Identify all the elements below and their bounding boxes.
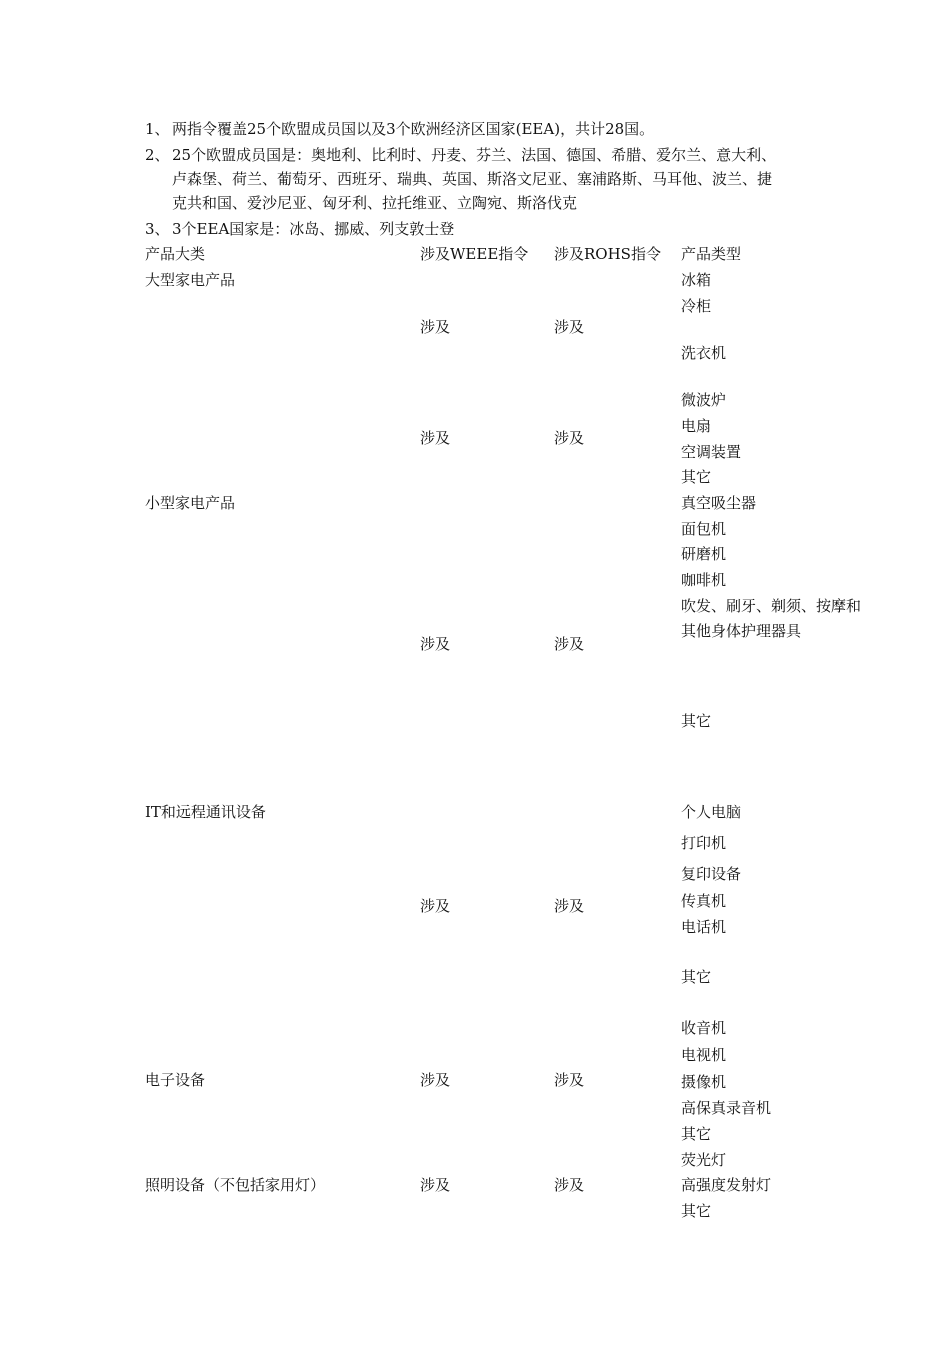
- intro-item-3-text: 3个EEA国家是：冰岛、挪威、列支敦士登: [172, 220, 455, 238]
- product-type: 电视机: [681, 1046, 727, 1064]
- product-type: 冷柜: [681, 297, 712, 315]
- product-type: 吹发、刷牙、剃须、按摩和: [681, 597, 862, 615]
- rohs-cell: 涉及: [554, 429, 585, 447]
- weee-cell: 涉及: [420, 635, 451, 653]
- product-type: 打印机: [681, 834, 727, 852]
- product-type: 面包机: [681, 520, 727, 538]
- product-type: 荧光灯: [681, 1151, 727, 1169]
- product-type: 高保真录音机: [681, 1099, 772, 1117]
- product-type: 空调装置: [681, 443, 742, 461]
- product-type: 其它: [681, 1202, 712, 1220]
- product-type: 其它: [681, 1125, 712, 1143]
- intro-item-3-number: 3、: [145, 220, 170, 238]
- rohs-cell: 涉及: [554, 635, 585, 653]
- product-type: 摄像机: [681, 1073, 727, 1091]
- intro-item-1-number: 1、: [145, 120, 170, 138]
- category-small-appliances: 小型家电产品: [145, 494, 236, 512]
- header-weee: 涉及WEEE指令: [420, 245, 529, 263]
- product-type: 冰箱: [681, 271, 712, 289]
- category-lighting: 照明设备（不包括家用灯）: [145, 1176, 326, 1194]
- product-type: 电扇: [681, 417, 712, 435]
- product-type: 其它: [681, 712, 712, 730]
- weee-cell: 涉及: [420, 897, 451, 915]
- intro-item-2-line-3: 克共和国、爱沙尼亚、匈牙利、拉托维亚、立陶宛、斯洛伐克: [172, 194, 578, 212]
- product-type: 复印设备: [681, 865, 742, 883]
- category-electronics: 电子设备: [145, 1071, 206, 1089]
- product-type: 研磨机: [681, 545, 727, 563]
- weee-cell: 涉及: [420, 318, 451, 336]
- product-type: 传真机: [681, 892, 727, 910]
- rohs-cell: 涉及: [554, 1176, 585, 1194]
- rohs-cell: 涉及: [554, 1071, 585, 1089]
- product-type: 高强度发射灯: [681, 1176, 772, 1194]
- product-type: 个人电脑: [681, 803, 742, 821]
- category-it-telecom: IT和远程通讯设备: [145, 803, 266, 821]
- product-type: 咖啡机: [681, 571, 727, 589]
- intro-item-2-line-1: 25个欧盟成员国是：奥地利、比利时、丹麦、芬兰、法国、德国、希腊、爱尔兰、意大利、: [172, 146, 777, 164]
- product-type: 其它: [681, 968, 712, 986]
- weee-cell: 涉及: [420, 429, 451, 447]
- category-large-appliances: 大型家电产品: [145, 271, 236, 289]
- weee-cell: 涉及: [420, 1176, 451, 1194]
- rohs-cell: 涉及: [554, 318, 585, 336]
- product-type: 电话机: [681, 918, 727, 936]
- product-type: 其他身体护理器具: [681, 622, 802, 640]
- intro-item-2-number: 2、: [145, 146, 170, 164]
- rohs-cell: 涉及: [554, 897, 585, 915]
- product-type: 其它: [681, 468, 712, 486]
- intro-item-2-line-2: 卢森堡、荷兰、葡萄牙、西班牙、瑞典、英国、斯洛文尼亚、塞浦路斯、马耳他、波兰、捷: [172, 170, 773, 188]
- product-type: 微波炉: [681, 391, 727, 409]
- weee-cell: 涉及: [420, 1071, 451, 1089]
- product-type: 洗衣机: [681, 344, 727, 362]
- intro-item-1-text: 两指令覆盖25个欧盟成员国以及3个欧洲经济区国家(EEA)，共计28国。: [172, 120, 655, 138]
- header-rohs: 涉及ROHS指令: [554, 245, 661, 263]
- header-product-type: 产品类型: [681, 245, 742, 263]
- header-category: 产品大类: [145, 245, 206, 263]
- product-type: 真空吸尘器: [681, 494, 757, 512]
- product-type: 收音机: [681, 1019, 727, 1037]
